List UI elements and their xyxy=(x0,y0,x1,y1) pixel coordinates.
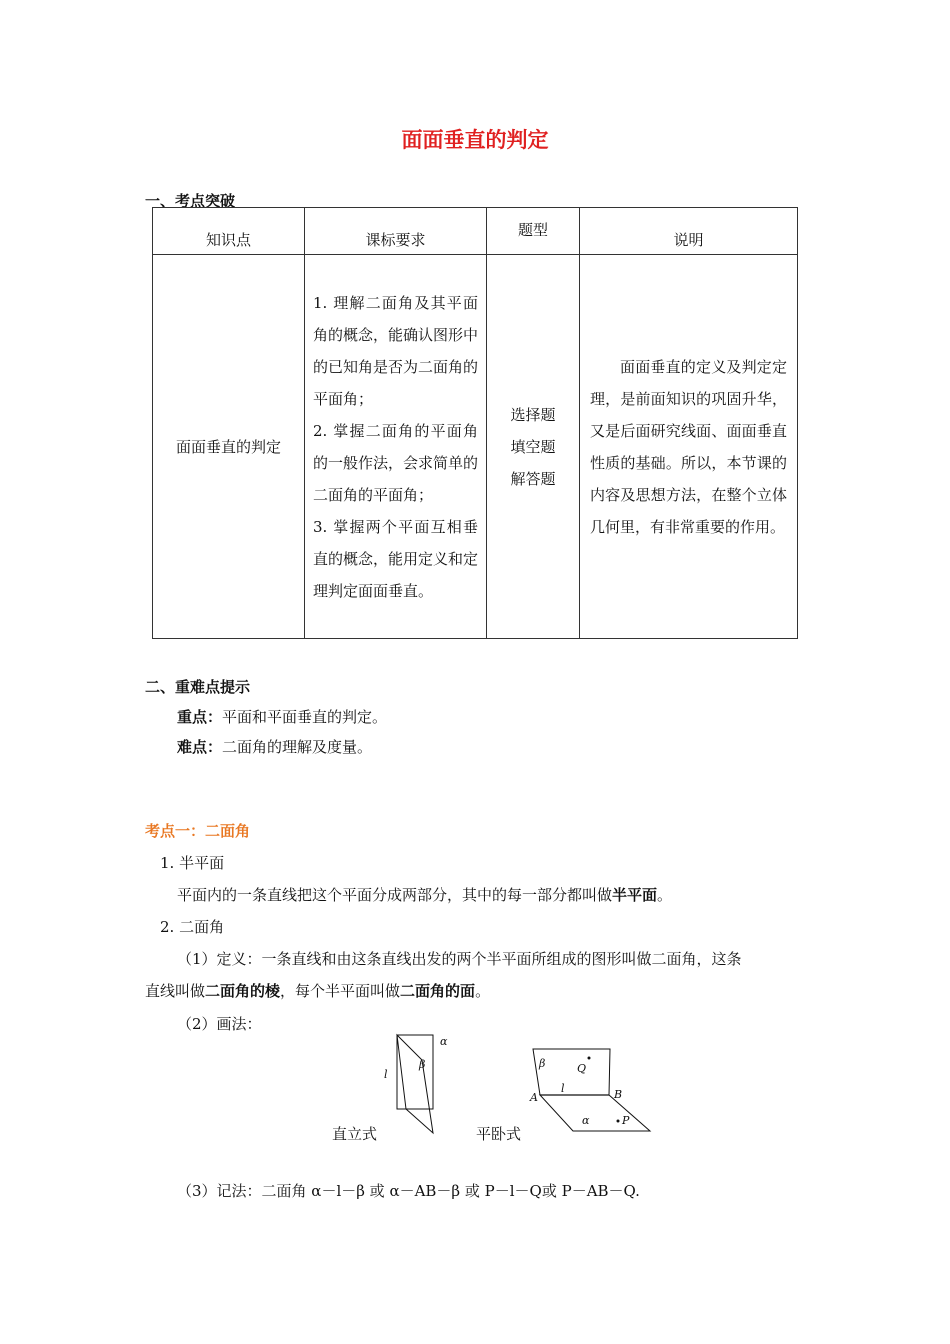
table-cell-types xyxy=(487,255,580,639)
figure-upright-dihedral xyxy=(370,1030,470,1135)
knowledge-table xyxy=(152,207,798,639)
label-l: l xyxy=(384,1068,388,1081)
drawing-method-label: （2）画法： xyxy=(177,1015,262,1033)
definition-text: ，每个半平面叫做 xyxy=(280,982,401,1000)
table-header: 知识点 xyxy=(153,208,305,255)
half-plane-text: 平面内的一条直线把这个平面分成两部分，其中的每一部分都叫做 xyxy=(177,886,613,904)
label-Q: Q xyxy=(577,1062,587,1075)
half-plane-term: 半平面 xyxy=(612,886,658,904)
table-header: 题型 xyxy=(487,208,580,255)
requirement-item: 1. 理解二面角及其平面角的概念，能确认图形中的已知角是否为二面角的平面角； xyxy=(313,293,479,408)
plane-alpha-shape xyxy=(540,1095,650,1131)
key-point-text: 平面和平面垂直的判定。 xyxy=(222,708,388,726)
point-P xyxy=(617,1120,620,1123)
difficult-point-text: 二面角的理解及度量。 xyxy=(222,738,373,756)
dihedral-definition-line2 xyxy=(145,980,490,1002)
dihedral-definition-line1: （1）定义：一条直线和由这条直线出发的两个半平面所组成的图形叫做二面角，这条 xyxy=(177,950,742,968)
figure-caption-lying: 平卧式 xyxy=(476,1125,522,1143)
half-plane-text-end: 。 xyxy=(657,886,673,904)
term-face: 二面角的面 xyxy=(400,982,476,1000)
table-cell-topic: 面面垂直的判定 xyxy=(153,255,305,639)
label-beta: β xyxy=(539,1057,546,1070)
difficult-point-line xyxy=(177,736,372,758)
term-edge: 二面角的棱 xyxy=(205,982,281,1000)
table-header: 说明 xyxy=(580,208,798,255)
label-P: P xyxy=(622,1114,630,1127)
question-type: 解答题 xyxy=(510,469,556,488)
figure-lying-dihedral xyxy=(525,1045,655,1135)
item-title-half-plane: 1. 半平面 xyxy=(160,854,225,872)
question-type: 填空题 xyxy=(510,437,556,456)
label-alpha: α xyxy=(440,1035,448,1048)
key-point-label: 重点： xyxy=(177,708,223,726)
point-Q xyxy=(588,1057,591,1060)
figure-caption-upright: 直立式 xyxy=(332,1125,378,1143)
notation-line: （3）记法：二面角 α－l－β 或 α－AB－β 或 P－l－Q或 P－AB－Q. xyxy=(177,1182,640,1200)
table-cell-requirements xyxy=(305,255,487,639)
label-A: A xyxy=(530,1091,538,1104)
half-plane-definition xyxy=(177,884,672,906)
requirement-item: 3. 掌握两个平面互相垂直的概念，能用定义和定理判定面面垂直。 xyxy=(313,517,479,600)
table-header-row xyxy=(153,208,798,255)
definition-text: 直线叫做 xyxy=(145,982,206,1000)
table-row xyxy=(153,255,798,639)
question-type: 选择题 xyxy=(510,405,556,424)
note-text: 面面垂直的定义及判定定理，是前面知识的巩固升华，又是后面研究线面、面面垂直性质的基础。所以，本节课的内容及思想方法，在整个立体几何里，有非常重要的作用。 xyxy=(590,357,787,536)
label-alpha: α xyxy=(582,1114,590,1127)
table-cell-note xyxy=(580,255,798,639)
label-B: B xyxy=(614,1088,623,1101)
label-l: l xyxy=(561,1082,565,1095)
label-beta: β xyxy=(419,1058,426,1071)
key-point-line xyxy=(177,706,387,728)
section-heading-zhongnandian: 二、重难点提示 xyxy=(145,678,251,696)
table-header: 课标要求 xyxy=(305,208,487,255)
item-title-dihedral: 2. 二面角 xyxy=(160,918,225,936)
requirement-item: 2. 掌握二面角的平面角的一般作法，会求简单的二面角的平面角； xyxy=(313,421,479,504)
section-heading-kaodian-tupo: 一、考点突破 xyxy=(145,192,236,210)
plane-beta-shape xyxy=(397,1035,433,1133)
plane-beta-shape xyxy=(533,1049,610,1095)
page-title: 面面垂直的判定 xyxy=(401,128,549,152)
difficult-point-label: 难点： xyxy=(177,738,223,756)
definition-text: 。 xyxy=(475,982,491,1000)
kaodian-heading: 考点一：二面角 xyxy=(145,822,251,840)
